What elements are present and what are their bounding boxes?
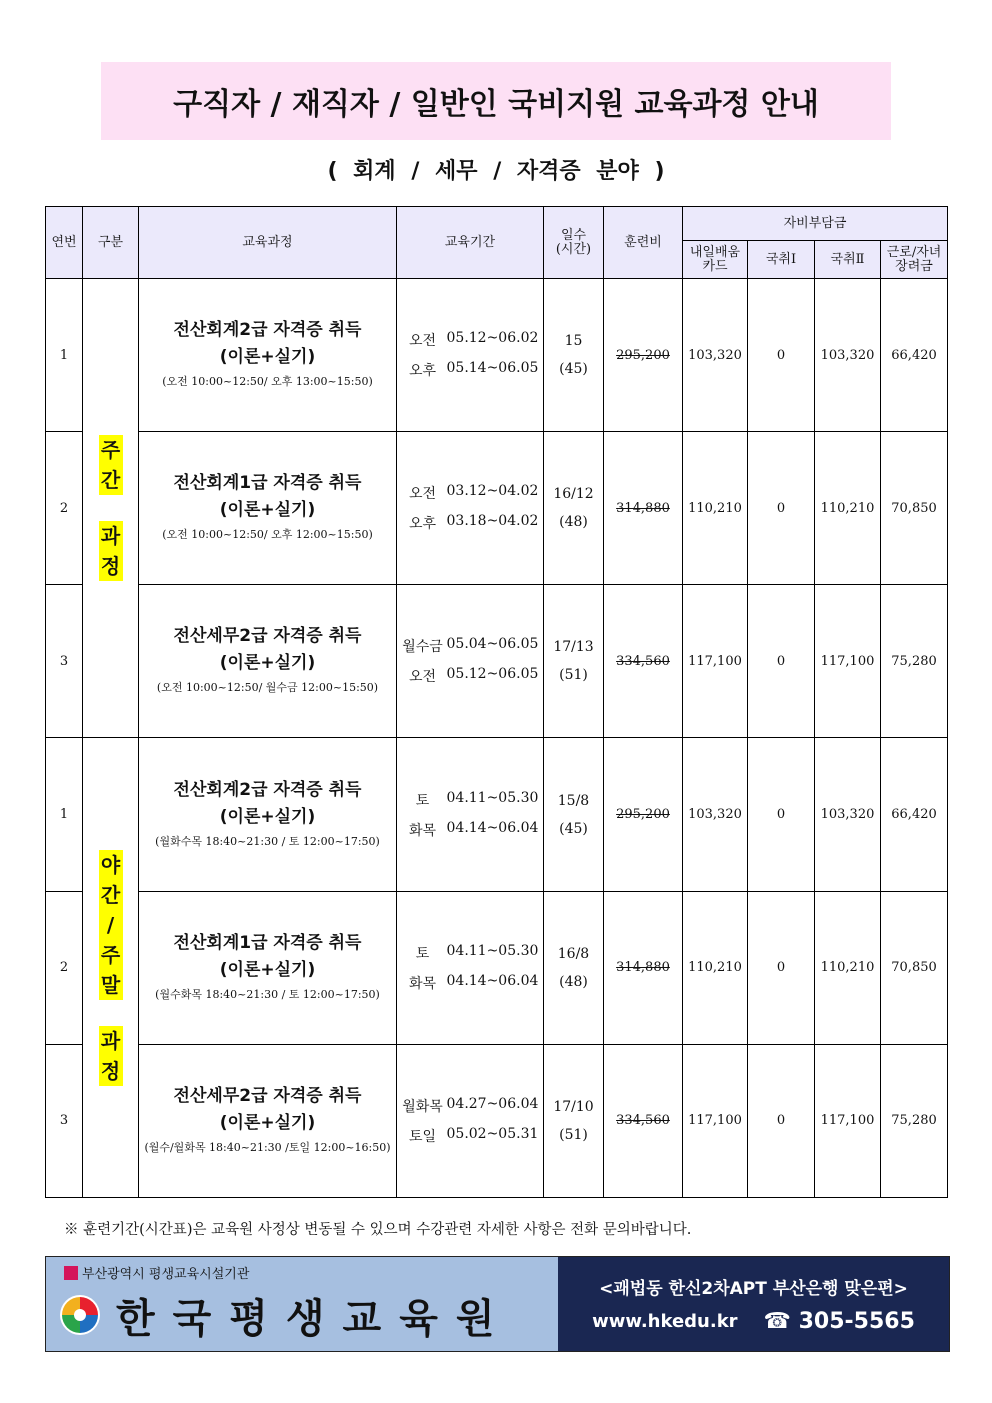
cell-period bbox=[397, 891, 544, 1044]
header-no: 연번 bbox=[46, 207, 83, 279]
course-title: 전산회계2급 자격증 취득 bbox=[173, 779, 362, 800]
cell-course bbox=[139, 585, 397, 738]
period-date: 04.14~06.04 bbox=[446, 972, 539, 989]
hours-value: (48) bbox=[559, 514, 588, 531]
cell-days bbox=[544, 738, 604, 891]
cell-no: 3 bbox=[46, 1044, 83, 1197]
course-time: (오전 10:00~12:50/ 오후 13:00~15:50) bbox=[162, 375, 373, 389]
cell-course bbox=[139, 891, 397, 1044]
category-char: 간 bbox=[99, 465, 123, 495]
header-fee: 훈련비 bbox=[604, 207, 683, 279]
cell-course bbox=[139, 738, 397, 891]
course-title-sub: (이론+실기) bbox=[219, 959, 316, 980]
course-time: (월수/월화목 18:40~21:30 /토일 12:00~16:50) bbox=[144, 1140, 391, 1154]
contact-line bbox=[592, 1309, 915, 1334]
cell-gukchwi2: 117,100 bbox=[815, 1044, 881, 1197]
period-label: 오전 bbox=[408, 486, 437, 503]
period-label: 토일 bbox=[408, 1128, 437, 1145]
cell-days bbox=[544, 585, 604, 738]
period-date: 04.14~06.04 bbox=[446, 819, 539, 836]
category-char: 야 bbox=[99, 850, 123, 880]
cell-days bbox=[544, 279, 604, 432]
cell-card: 117,100 bbox=[683, 585, 748, 738]
cell-gukchwi1: 0 bbox=[748, 1044, 815, 1197]
page-title: 구직자 / 재직자 / 일반인 국비지원 교육과정 안내 bbox=[173, 87, 819, 122]
category-label bbox=[83, 435, 138, 581]
category-char: 정 bbox=[99, 551, 123, 581]
cell-no: 2 bbox=[46, 891, 83, 1044]
org-tag-text: 부산광역시 평생교육시설기관 bbox=[82, 1267, 250, 1282]
hours-value: (45) bbox=[559, 361, 588, 378]
cell-fee bbox=[604, 585, 683, 738]
cell-no: 3 bbox=[46, 585, 83, 738]
cell-gukchwi1: 0 bbox=[748, 279, 815, 432]
course-title-sub: (이론+실기) bbox=[219, 806, 316, 827]
table-row bbox=[46, 432, 948, 585]
cell-work: 66,420 bbox=[881, 738, 948, 891]
footer-org bbox=[46, 1257, 558, 1351]
cell-work: 66,420 bbox=[881, 279, 948, 432]
cell-days bbox=[544, 1044, 604, 1197]
table-row bbox=[46, 279, 948, 432]
course-title: 전산회계2급 자격증 취득 bbox=[173, 320, 362, 341]
category-char: / bbox=[99, 910, 123, 940]
cell-fee bbox=[604, 1044, 683, 1197]
page-subtitle: ( 회계 / 세무 / 자격증 분야 ) bbox=[327, 159, 665, 184]
cell-course bbox=[139, 432, 397, 585]
cell-card: 103,320 bbox=[683, 738, 748, 891]
cell-work: 75,280 bbox=[881, 585, 948, 738]
table-row bbox=[46, 738, 948, 891]
cell-card: 103,320 bbox=[683, 279, 748, 432]
cell-gukchwi2: 103,320 bbox=[815, 738, 881, 891]
course-title: 전산회계1급 자격증 취득 bbox=[173, 473, 362, 494]
cell-work: 70,850 bbox=[881, 891, 948, 1044]
address: <괘법동 한신2차APT 부산은행 맞은편> bbox=[599, 1279, 908, 1299]
hours-value: (51) bbox=[559, 1126, 588, 1143]
org-tag bbox=[64, 1263, 249, 1282]
course-table bbox=[45, 206, 948, 1198]
cell-gukchwi2: 117,100 bbox=[815, 585, 881, 738]
cell-period bbox=[397, 1044, 544, 1197]
cell-course bbox=[139, 1044, 397, 1197]
cell-no: 1 bbox=[46, 738, 83, 891]
course-title-sub: (이론+실기) bbox=[219, 1112, 316, 1133]
phone-number[interactable]: ☎ 305-5565 bbox=[763, 1309, 915, 1334]
category-char: 말 bbox=[99, 970, 123, 1000]
cell-period bbox=[397, 279, 544, 432]
period-date: 03.18~04.02 bbox=[446, 513, 539, 530]
category-cell bbox=[83, 738, 139, 1198]
cell-no: 2 bbox=[46, 432, 83, 585]
cell-gukchwi2: 110,210 bbox=[815, 432, 881, 585]
course-title: 전산회계1급 자격증 취득 bbox=[173, 932, 362, 953]
table-row bbox=[46, 1044, 948, 1197]
period-label: 월수금 bbox=[402, 639, 443, 656]
category-label bbox=[83, 850, 138, 1086]
table-row bbox=[46, 585, 948, 738]
header-gukchwi1: 국취Ⅰ bbox=[748, 241, 815, 279]
institute-logo-icon bbox=[58, 1293, 102, 1337]
title-banner bbox=[101, 62, 891, 140]
course-title-sub: (이론+실기) bbox=[219, 500, 316, 521]
period-date: 05.14~06.05 bbox=[446, 360, 539, 377]
cell-no: 1 bbox=[46, 279, 83, 432]
period-date: 05.12~06.02 bbox=[446, 330, 539, 347]
period-date: 04.11~05.30 bbox=[446, 789, 539, 806]
cell-fee bbox=[604, 432, 683, 585]
category-char: 간 bbox=[99, 880, 123, 910]
period-label: 화목 bbox=[408, 822, 437, 839]
cell-work: 75,280 bbox=[881, 1044, 948, 1197]
course-title: 전산세무2급 자격증 취득 bbox=[173, 626, 362, 647]
category-char: 과 bbox=[99, 521, 123, 551]
hours-value: (45) bbox=[559, 820, 588, 837]
fee-value: 295,200 bbox=[616, 347, 670, 363]
course-title: 전산세무2급 자격증 취득 bbox=[173, 1085, 362, 1106]
header-course: 교육과정 bbox=[139, 207, 397, 279]
cell-card: 110,210 bbox=[683, 891, 748, 1044]
cell-period bbox=[397, 585, 544, 738]
period-date: 05.12~06.05 bbox=[446, 666, 539, 683]
header-gukchwi2: 국취Ⅱ bbox=[815, 241, 881, 279]
period-date: 04.27~06.04 bbox=[446, 1095, 539, 1112]
hours-value: (48) bbox=[559, 973, 588, 990]
course-title-sub: (이론+실기) bbox=[219, 653, 316, 674]
course-time: (월수화목 18:40~21:30 / 토 12:00~17:50) bbox=[155, 987, 380, 1001]
schedule-note: ※ 훈련기간(시간표)은 교육원 사정상 변동될 수 있으며 수강관련 자세한 사항은 전화 문의바랍니다. bbox=[64, 1222, 692, 1238]
footer-contact bbox=[558, 1257, 949, 1351]
days-value: 16/12 bbox=[553, 486, 594, 503]
fee-value: 295,200 bbox=[616, 807, 670, 823]
period-date: 05.02~05.31 bbox=[446, 1125, 539, 1142]
course-time: (오전 10:00~12:50/ 오후 12:00~15:50) bbox=[162, 528, 373, 542]
period-label: 오후 bbox=[408, 516, 437, 533]
period-label: 토 bbox=[415, 792, 430, 809]
category-char: 주 bbox=[99, 435, 123, 465]
header-work: 근로/자녀 장려금 bbox=[881, 241, 948, 279]
city-emblem-icon bbox=[64, 1266, 78, 1280]
cell-period bbox=[397, 432, 544, 585]
period-label: 토 bbox=[415, 945, 430, 962]
cell-card: 117,100 bbox=[683, 1044, 748, 1197]
header-category: 구분 bbox=[83, 207, 139, 279]
cell-gukchwi1: 0 bbox=[748, 585, 815, 738]
period-label: 오후 bbox=[408, 363, 437, 380]
cell-course bbox=[139, 279, 397, 432]
days-value: 15 bbox=[564, 333, 583, 350]
cell-card: 110,210 bbox=[683, 432, 748, 585]
category-cell bbox=[83, 279, 139, 738]
days-value: 17/13 bbox=[553, 639, 594, 656]
category-char: 주 bbox=[99, 940, 123, 970]
cell-gukchwi2: 103,320 bbox=[815, 279, 881, 432]
cell-days bbox=[544, 891, 604, 1044]
header-copay: 자비부담금 bbox=[683, 207, 948, 241]
website-link[interactable]: www.hkedu.kr bbox=[592, 1311, 738, 1332]
footer-banner bbox=[45, 1256, 950, 1352]
cell-fee bbox=[604, 891, 683, 1044]
course-title-sub: (이론+실기) bbox=[219, 347, 316, 368]
cell-gukchwi1: 0 bbox=[748, 891, 815, 1044]
cell-work: 70,850 bbox=[881, 432, 948, 585]
cell-days bbox=[544, 432, 604, 585]
cell-fee bbox=[604, 738, 683, 891]
days-value: 17/10 bbox=[553, 1098, 594, 1115]
days-value: 15/8 bbox=[557, 792, 590, 809]
table-row bbox=[46, 891, 948, 1044]
fee-value: 314,880 bbox=[616, 500, 670, 516]
fee-value: 334,560 bbox=[616, 1113, 670, 1129]
fee-value: 334,560 bbox=[616, 653, 670, 669]
cell-fee bbox=[604, 279, 683, 432]
fee-value: 314,880 bbox=[616, 960, 670, 976]
header-card: 내일배움 카드 bbox=[683, 241, 748, 279]
cell-gukchwi2: 110,210 bbox=[815, 891, 881, 1044]
days-value: 16/8 bbox=[557, 945, 590, 962]
org-name: 한국평생교육원 bbox=[116, 1296, 513, 1342]
period-label: 월화목 bbox=[402, 1098, 443, 1115]
cell-gukchwi1: 0 bbox=[748, 738, 815, 891]
period-date: 05.04~06.05 bbox=[446, 636, 539, 653]
cell-gukchwi1: 0 bbox=[748, 432, 815, 585]
period-label: 오전 bbox=[408, 669, 437, 686]
course-time: (오전 10:00~12:50/ 월수금 12:00~15:50) bbox=[156, 681, 379, 695]
course-time: (월화수목 18:40~21:30 / 토 12:00~17:50) bbox=[155, 834, 380, 848]
period-label: 화목 bbox=[408, 975, 437, 992]
cell-period bbox=[397, 738, 544, 891]
period-date: 03.12~04.02 bbox=[446, 483, 539, 500]
category-char: 정 bbox=[99, 1056, 123, 1086]
period-date: 04.11~05.30 bbox=[446, 942, 539, 959]
hours-value: (51) bbox=[559, 667, 588, 684]
period-label: 오전 bbox=[408, 333, 437, 350]
header-days: 일수 (시간) bbox=[544, 207, 604, 279]
category-char: 과 bbox=[99, 1026, 123, 1056]
header-period: 교육기간 bbox=[397, 207, 544, 279]
